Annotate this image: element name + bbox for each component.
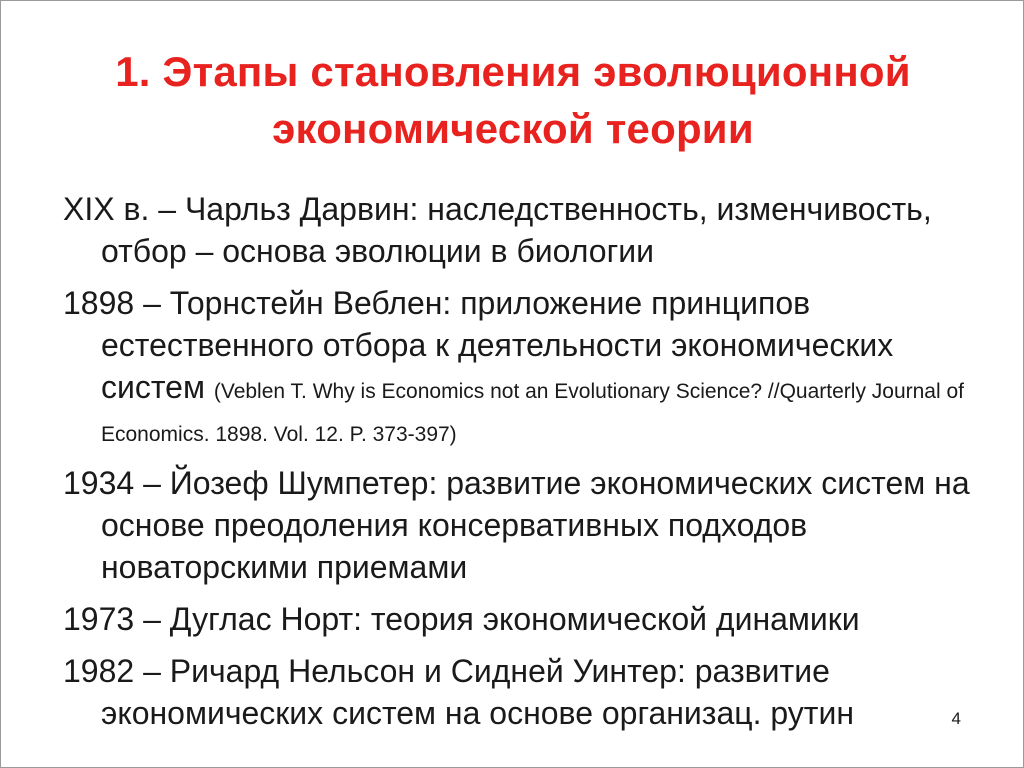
timeline-list (63, 188, 983, 734)
timeline-item-schumpeter (63, 462, 983, 588)
timeline-item-reference: (Veblen T. Why is Economics not an Evolutionary Science? //Quarterly Journal of Economics. 1898. Vol. 12. P. 373-397) (101, 380, 965, 446)
timeline-item-text: 1982 – Ричард Нельсон и Сидней Уинтер: развитие экономических систем на основе организац. рутин (63, 653, 854, 731)
timeline-item-veblen (63, 282, 983, 452)
timeline-item-text: 1973 – Дуглас Норт: теория экономической динамики (63, 601, 860, 637)
slide-title-line-2: экономической теории (272, 105, 754, 152)
slide-title-line-1: 1. Этапы становления эволюционной (115, 48, 911, 95)
page-number: 4 (951, 709, 961, 728)
timeline-item-text: XIX в. – Чарльз Дарвин: наследственность, изменчивость, отбор – основа эволюции в биологии (63, 191, 932, 269)
timeline-item-text: 1934 – Йозеф Шумпетер: развитие экономических систем на основе преодоления консервативных подходов новаторскими приемами (63, 465, 970, 585)
timeline-item-north (63, 598, 983, 640)
timeline-item-darwin (63, 188, 983, 272)
slide-title (41, 43, 985, 157)
timeline-item-text: 1898 – Торнстейн Веблен: приложение принципов естественного отбора к деятельности экономических систем (63, 285, 894, 405)
timeline-item-nelson-winter (63, 650, 983, 734)
